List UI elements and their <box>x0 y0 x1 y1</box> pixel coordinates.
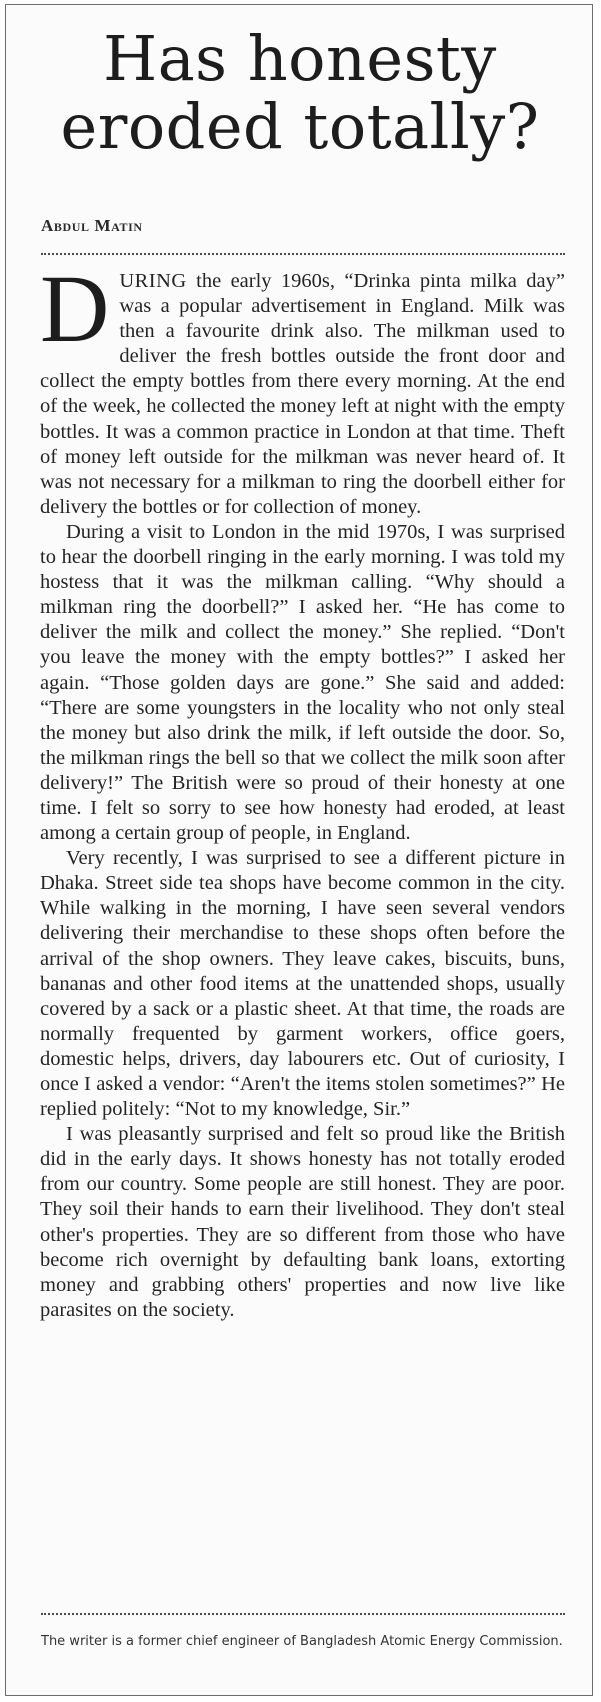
article-paragraph-3: Very recently, I was surprised to see a different picture in Dhaka. Street side tea shops have become common in the city. While walking in the morning, I have seen several vendors delivering their merchandise to these shops often before the arrival of the shop owners. They leave cakes, biscuits, buns, bananas and other food items at the unattended shops, usually covered by a sack or a plastic sheet. At that time, the roads are normally frequented by garment workers, office goers, domestic helps, drivers, day labourers etc. Out of curiosity, I once I asked a vendor: “Aren't the items stolen sometimes?” He replied politely: “Not to my knowledge, Sir.” <box>40 847 565 1121</box>
dotted-divider-bottom <box>41 1613 565 1615</box>
headline: Has honesty eroded totally? <box>60 22 540 163</box>
article-frame <box>5 4 593 1696</box>
lead-in: URING <box>119 270 187 292</box>
paragraph-text: the early 1960s, “Drinka pinta milka day” was a popular advertisement in England. Milk was then a favourite drink also. The milkman used to deliver the fresh bottles outside the front door and collect the empty bottles from there every morning. At the end of the week, he collected the money left at night with the empty bottles. It was a common practice in London at that time. Theft of money left outside for the milkman was never heard of. It was not necessary for a milkman to ring the doorbell either for delivery the bottles or for collection of money. <box>40 270 565 518</box>
author-footnote: The writer is a former chief engineer of Bangladesh Atomic Energy Commission. <box>41 1634 563 1649</box>
article-paragraph-2: During a visit to London in the mid 1970s, I was surprised to hear the doorbell ringing in the early morning. I was told my hostess that it was the milkman calling. “Why should a milkman ring the doorbell?” I asked her. “He has come to deliver the milk and collect the money.” She replied. “Don't you leave the money with the empty bottles?” I asked her again. “Those golden days are gone.” She said and added: “There are some youngsters in the locality who not only steal the money but also drink the milk, if left outside the door. So, the milkman rings the bell so that we collect the milk soon after delivery!” The British were so proud of their honesty at one time. I felt so sorry to see how honesty had eroded, at least among a certain group of people, in England. <box>40 520 565 845</box>
article-paragraph-4: I was pleasantly surprised and felt so proud like the British did in the early days. It shows honesty has not totally eroded from our country. Some people are still honest. They are poor. They soil their hands to earn their livelihood. They don't steal other's properties. They are so different from those who have become rich overnight by defaulting bank loans, extorting money and grabbing others' properties and now live like parasites on the society. <box>40 1123 565 1321</box>
byline: Abdul Matin <box>41 216 143 235</box>
drop-cap: D <box>40 255 110 362</box>
dotted-divider-top <box>41 253 565 255</box>
article-paragraph-1 <box>40 255 565 520</box>
article-body <box>40 255 565 1323</box>
